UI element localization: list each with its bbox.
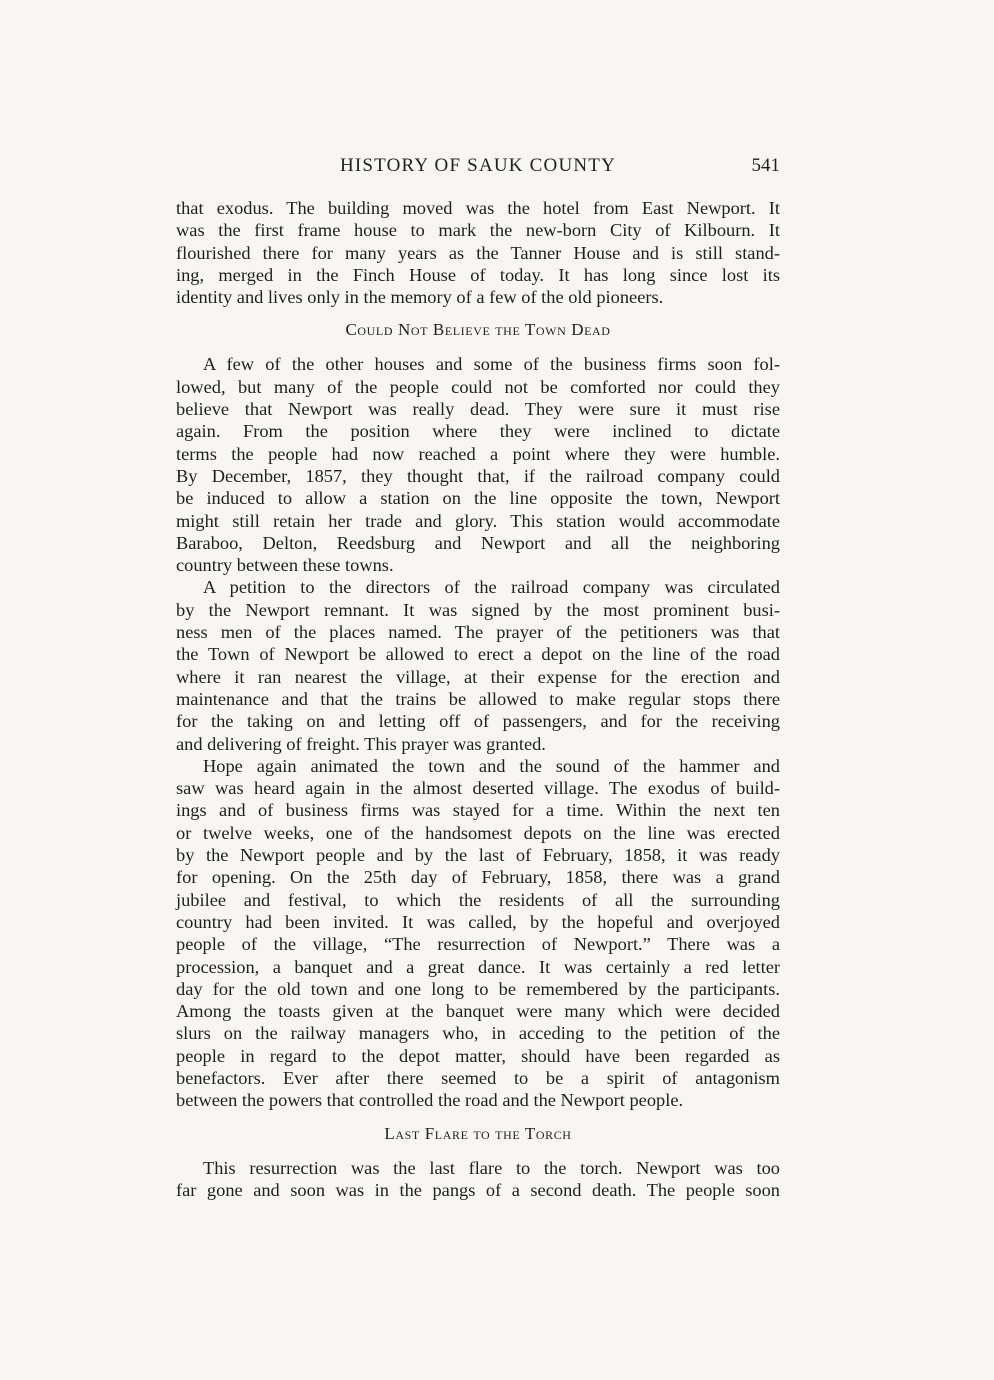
text-line: jubilee and festival, to which the residents of all the surrounding (176, 889, 780, 910)
text-line: ing, merged in the Finch House of today. It has long since lost its (176, 264, 780, 285)
text-line: far gone and soon was in the pangs of a second death. The people soon (176, 1179, 780, 1200)
text-line: people in regard to the depot matter, should have been regarded as (176, 1045, 780, 1066)
text-line: be induced to allow a station on the line opposite the town, Newport (176, 488, 780, 509)
paragraph-4 (176, 755, 780, 1112)
paragraph-5 (176, 1157, 780, 1202)
text-line: terms the people had now reached a point where they were humble. (176, 443, 780, 464)
text-line: again. From the position where they were inclined to dictate (176, 421, 780, 442)
page-header (176, 155, 780, 179)
text-line: saw was heard again in the almost deserted village. The exodus of build- (176, 778, 780, 799)
text-line: By December, 1857, they thought that, if the railroad company could (176, 465, 780, 486)
text-line: where it ran nearest the village, at their expense for the erection and (176, 666, 780, 687)
text-line: for opening. On the 25th day of February, 1858, there was a grand (176, 867, 780, 888)
text-line: procession, a banquet and a great dance. It was certainly a red letter (176, 956, 780, 977)
section-heading-last-flare: Last Flare to the Torch (384, 1123, 572, 1143)
text-line: Baraboo, Delton, Reedsburg and Newport and all the neighboring (176, 532, 780, 553)
text-line: ness men of the places named. The prayer of the petitioners was that (176, 622, 780, 643)
text-line: the Town of Newport be allowed to erect a depot on the line of the road (176, 644, 780, 665)
text-line: people of the village, “The resurrection of Newport.” There was a (176, 934, 780, 955)
paragraph-2 (176, 353, 780, 576)
text-line: A petition to the directors of the railroad company was circulated (203, 577, 780, 598)
text-line: day for the old town and one long to be remembered by the participants. (176, 978, 780, 999)
text-line: slurs on the railway managers who, in acceding to the petition of the (176, 1023, 780, 1044)
page-number: 541 (751, 155, 780, 176)
text-line: and delivering of freight. This prayer was granted. (176, 733, 546, 754)
text-line: might still retain her trade and glory. This station would accommodate (176, 510, 780, 531)
text-line: country had been invited. It was called, by the hopeful and overjoyed (176, 911, 780, 932)
text-line: country between these towns. (176, 555, 394, 576)
text-line: A few of the other houses and some of the business firms soon fol- (203, 354, 780, 375)
text-line: benefactors. Ever after there seemed to be a spirit of antagonism (176, 1067, 780, 1088)
text-line: or twelve weeks, one of the handsomest depots on the line was erected (176, 822, 780, 843)
text-line: Among the toasts given at the banquet were many which were decided (176, 1001, 780, 1022)
text-line: believe that Newport was really dead. They were sure it must rise (176, 399, 780, 420)
paragraph-3 (176, 576, 780, 754)
text-line: by the Newport remnant. It was signed by the most prominent busi- (176, 599, 780, 620)
running-head: HISTORY OF SAUK COUNTY (339, 155, 617, 176)
text-line: flourished there for many years as the Tanner House and is still stand- (176, 242, 780, 263)
text-line: between the powers that controlled the road and the Newport people. (176, 1090, 684, 1111)
section-heading-town-dead: Could Not Believe the Town Dead (345, 320, 611, 340)
text-line: Hope again animated the town and the sound of the hammer and (203, 755, 780, 776)
text-line: identity and lives only in the memory of a few of the old pioneers. (176, 287, 664, 308)
text-line: lowed, but many of the people could not be comforted nor could they (176, 376, 780, 397)
text-line: ings and of business firms was stayed for a time. Within the next ten (176, 800, 780, 821)
text-line: was the first frame house to mark the new-born City of Kilbourn. It (176, 220, 780, 241)
text-line: for the taking on and letting off of passengers, and for the receiving (176, 711, 780, 732)
text-line: This resurrection was the last flare to the torch. Newport was too (203, 1157, 780, 1178)
text-line: that exodus. The building moved was the hotel from East Newport. It (176, 198, 780, 218)
paragraph-1 (176, 197, 780, 308)
text-line: by the Newport people and by the last of February, 1858, it was ready (176, 845, 780, 866)
body-text (176, 197, 780, 1201)
text-line: maintenance and that the trains be allowed to make regular stops there (176, 688, 780, 709)
